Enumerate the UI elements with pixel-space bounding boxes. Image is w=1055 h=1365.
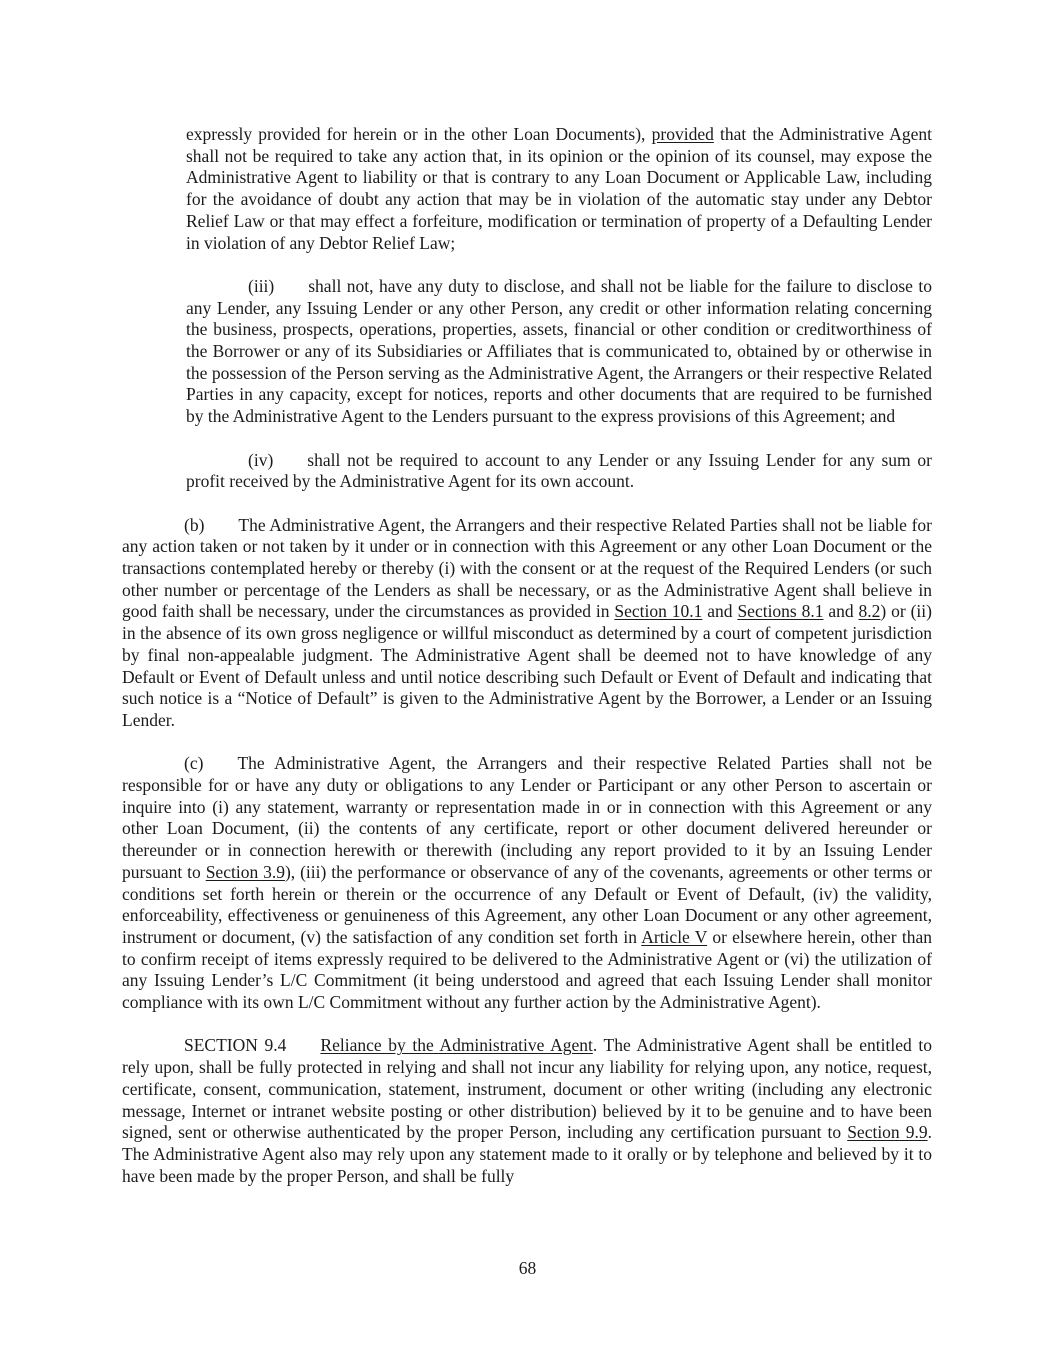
text-run: (iii) <box>248 275 275 296</box>
underlined-reference: Section 3.9 <box>205 861 285 882</box>
text-run: (c) <box>184 753 204 774</box>
paragraph <box>186 124 932 254</box>
text-run: (iv) <box>248 449 274 470</box>
text-run: that the Administrative Agent shall not be required to take any action that, in its opinion or the opinion of its counsel, may expose the Administrative Agent to liability or that is contrary to any Loan Document or Applicable Law, including for the avoidance of doubt any action that may be in violation of the automatic stay under any Debtor Relief Law or that may effect a forfeiture, modification or termination of property of a Defaulting Lender in violation of any Debtor Relief Law; <box>186 124 932 253</box>
paragraph <box>122 515 932 732</box>
paragraph <box>122 753 932 1013</box>
text-run: The Administrative Agent, the Arrangers and their respective Related Parties shall not be responsible for or have any duty or obligations to any Lender or Participant or any other Person to ascertain or inquire into (i) any statement, warranty or representation made in or in connection with this Agreement or any other Loan Document, (ii) the contents of any certificate, report or other document delivered hereunder or thereunder or in connection herewith or therewith (including any report provided to it by an Issuing Lender pursuant to <box>122 753 932 882</box>
text-run: shall not be required to account to any Lender or any Issuing Lender for any sum or profit received by the Administrative Agent for its own account. <box>186 449 932 492</box>
document-body <box>122 124 932 1209</box>
page-number: 68 <box>518 1258 537 1278</box>
text-run: ) or (ii) in the absence of its own gross negligence or willful misconduct as determined by a court of competent jurisdiction by final non-appealable judgment. The Administrative Agent shall be deemed not to have knowledge of any Default or Event of Default unless and until notice describing such Default or Event of Default and indicating that such notice is a “Notice of Default” is given to the Administrative Agent by the Borrower, a Lender or an Issuing Lender. <box>122 601 932 730</box>
underlined-reference: Article V <box>641 926 708 947</box>
paragraph <box>186 276 932 428</box>
paragraph <box>186 450 932 493</box>
text-run: expressly provided for herein or in the other Loan Documents), <box>186 124 652 144</box>
text-run: shall not, have any duty to disclose, and shall not be liable for the failure to disclose to any Lender, any Issuing Lender or any other Person, any credit or other information relating concerning the business, prospects, operations, properties, assets, financial or other condition or creditworthiness of the Borrower or any of its Subsidiaries or Affiliates that is communicated to, obtained by or otherwise in the possession of the Person serving as the Administrative Agent, the Arrangers or their respective Related Parties in any capacity, except for notices, reports and other documents that are required to be furnished by the Administrative Agent to the Lenders pursuant to the express provisions of this Agreement; and <box>186 275 932 427</box>
underlined-reference: Sections 8.1 <box>737 601 824 622</box>
paragraph <box>122 1035 932 1187</box>
text-run: . The Administrative Agent also may rely upon any statement made to it orally or by telephone and believed by it to have been made by the proper Person, and shall be fully <box>122 1122 932 1186</box>
underlined-reference: 8.2 <box>858 601 881 622</box>
text-run: and <box>823 601 859 622</box>
underlined-reference: Section 10.1 <box>614 601 703 622</box>
text-run: . The Administrative Agent shall be entitled to rely upon, shall be fully protected in relying and shall not incur any liability for relying upon, any notice, request, certificate, consent, communication, statement, instrument, document or other writing (including any electronic message, Internet or intranet website posting or other distribution) believed by it to be genuine and to have been signed, sent or otherwise authenticated by the proper Person, including any certification pursuant to <box>122 1035 933 1143</box>
underlined-reference: Reliance by the Administrative Agent <box>320 1035 593 1056</box>
text-run: The Administrative Agent, the Arrangers and their respective Related Parties shall not be liable for any action taken or not taken by it under or in connection with this Agreement or any other Loan Document or the transactions contemplated hereby or thereby (i) with the consent or at the request of the Required Lenders (or such other number or percentage of the Lenders as shall be necessary, or as the Administrative Agent shall believe in good faith shall be necessary, under the circumstances as provided in <box>122 514 932 622</box>
text-run: or elsewhere herein, other than to confirm receipt of items expressly required to be delivered to the Administrative Agent or (vi) the utilization of any Issuing Lender’s L/C Commitment (it being understood and agreed that each Issuing Lender shall monitor compliance with its own L/C Commitment without any further action by the Administrative Agent). <box>122 926 932 1013</box>
text-run: SECTION 9.4 <box>184 1035 287 1056</box>
text-run: (b) <box>184 514 205 535</box>
text-run: ), (iii) the performance or observance of any of the covenants, agreements or other terms or conditions set forth herein or therein or the occurrence of any Default or Event of Default, (iv) the validity, enforceability, effectiveness or genuineness of this Agreement, any other Loan Document or any other agreement, instrument or document, (v) the satisfaction of any condition set forth in <box>122 861 932 947</box>
underlined-reference: provided <box>651 124 714 144</box>
underlined-reference: Section 9.9 <box>847 1122 928 1143</box>
text-run: and <box>702 601 738 622</box>
